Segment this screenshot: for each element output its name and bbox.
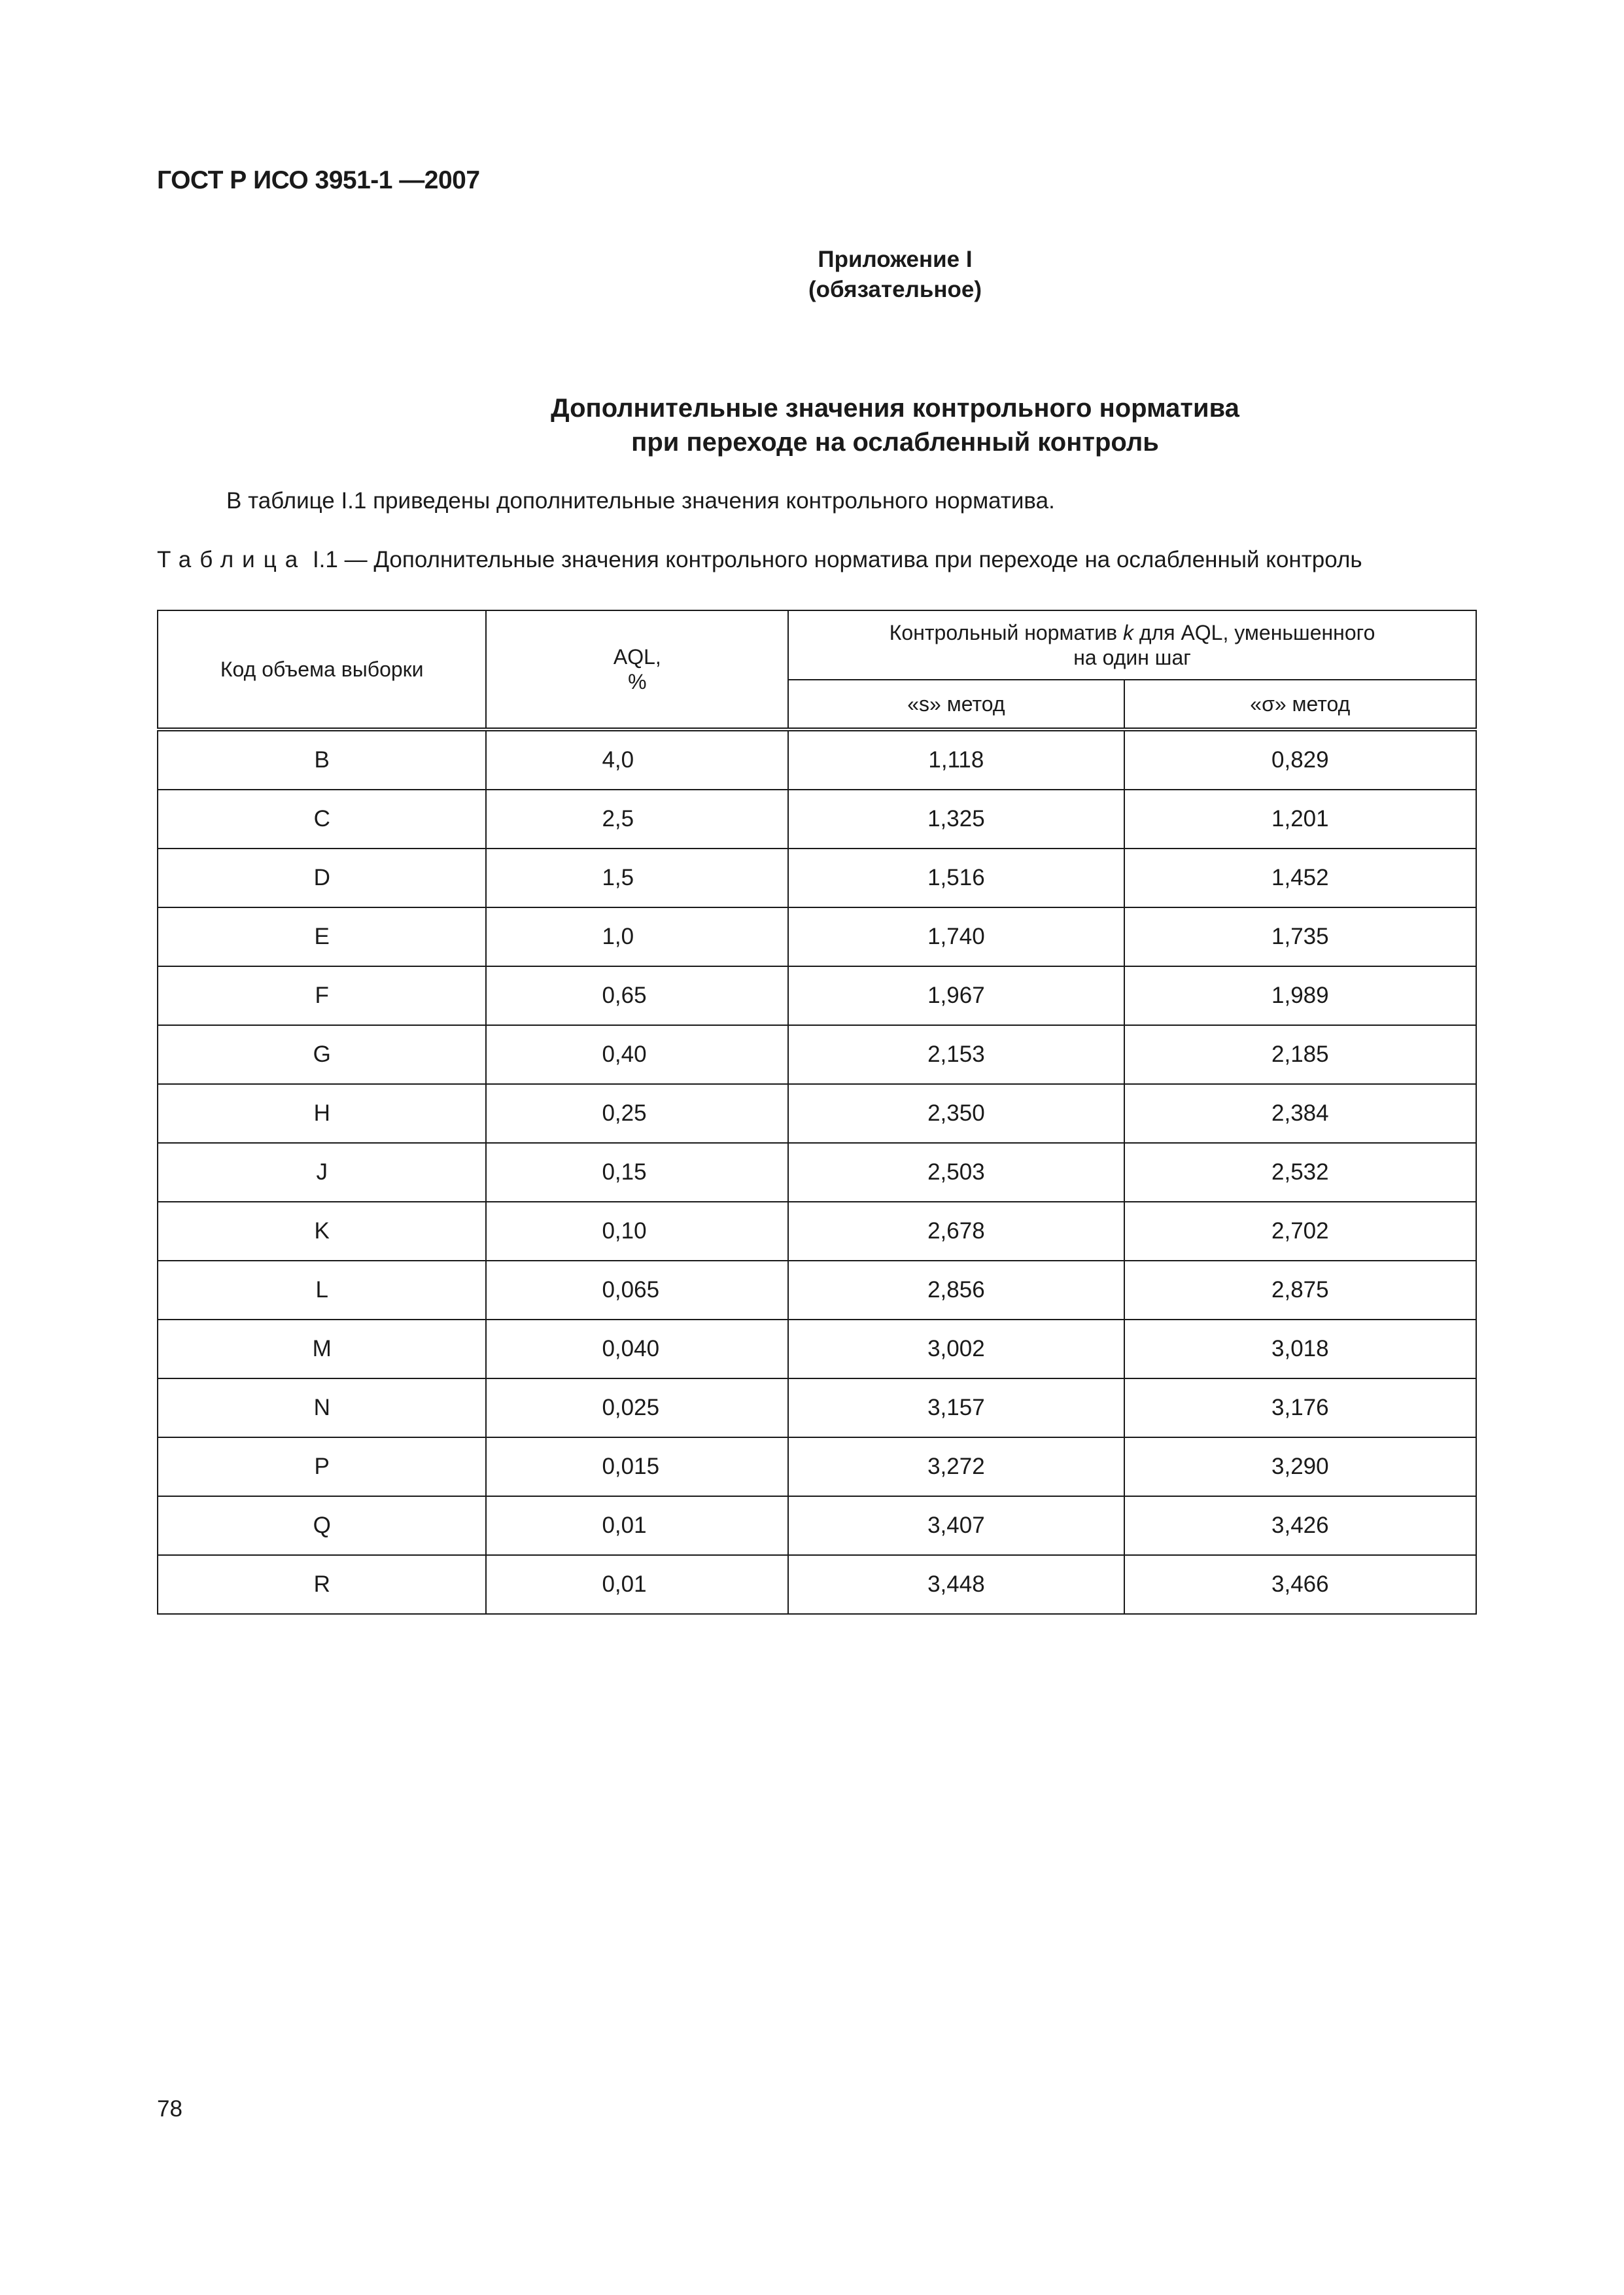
cell-aql: 0,065 — [486, 1261, 788, 1320]
cell-sigma-method: 1,452 — [1124, 849, 1476, 907]
cell-sample-code: B — [158, 729, 486, 790]
cell-sample-code: L — [158, 1261, 486, 1320]
table-row — [158, 907, 1476, 966]
appendix-status: (обязательное) — [808, 277, 982, 302]
header-aql-line1: AQL, — [613, 645, 661, 669]
section-title-line1: Дополнительные значения контрольного норматива — [551, 394, 1239, 423]
table-caption — [157, 547, 1362, 573]
cell-aql: 0,40 — [486, 1025, 788, 1084]
intro-paragraph: В таблице I.1 приведены дополнительные значения контрольного норматива. — [226, 488, 1055, 514]
cell-aql: 0,01 — [486, 1496, 788, 1555]
header-norm-post: для AQL, уменьшенного — [1133, 621, 1375, 644]
cell-sample-code: P — [158, 1437, 486, 1496]
cell-aql: 0,25 — [486, 1084, 788, 1143]
header-sigma-method: «σ» метод — [1124, 680, 1476, 729]
cell-aql: 0,10 — [486, 1202, 788, 1261]
cell-sigma-method: 1,735 — [1124, 907, 1476, 966]
cell-s-method: 2,856 — [788, 1261, 1124, 1320]
cell-s-method: 1,325 — [788, 790, 1124, 849]
cell-s-method: 3,157 — [788, 1378, 1124, 1437]
cell-s-method: 2,153 — [788, 1025, 1124, 1084]
header-s-method: «s» метод — [788, 680, 1124, 729]
table-row — [158, 729, 1476, 790]
cell-s-method: 3,407 — [788, 1496, 1124, 1555]
table-row — [158, 1555, 1476, 1614]
table-row — [158, 1143, 1476, 1202]
cell-aql: 2,5 — [486, 790, 788, 849]
table-row — [158, 1025, 1476, 1084]
cell-aql: 4,0 — [486, 729, 788, 790]
cell-aql: 0,015 — [486, 1437, 788, 1496]
cell-s-method: 2,503 — [788, 1143, 1124, 1202]
table-row — [158, 1084, 1476, 1143]
section-title-line2: при переходе на ослабленный контроль — [631, 428, 1159, 457]
cell-s-method: 1,516 — [788, 849, 1124, 907]
table-body — [158, 729, 1476, 1614]
cell-sigma-method: 1,201 — [1124, 790, 1476, 849]
cell-sigma-method: 2,875 — [1124, 1261, 1476, 1320]
document-header: ГОСТ Р ИСО 3951-1 —2007 — [157, 166, 480, 194]
header-control-norm-line2: на один шаг — [1073, 646, 1191, 669]
table-row — [158, 1496, 1476, 1555]
header-norm-pre: Контрольный норматив — [889, 621, 1123, 644]
table-row — [158, 849, 1476, 907]
table-caption-label: Таблица — [157, 547, 307, 572]
cell-aql: 0,15 — [486, 1143, 788, 1202]
table-row — [158, 966, 1476, 1025]
cell-sample-code: R — [158, 1555, 486, 1614]
cell-s-method: 2,350 — [788, 1084, 1124, 1143]
cell-aql: 0,65 — [486, 966, 788, 1025]
cell-sample-code: N — [158, 1378, 486, 1437]
cell-s-method: 2,678 — [788, 1202, 1124, 1261]
cell-aql: 1,5 — [486, 849, 788, 907]
cell-sigma-method: 3,018 — [1124, 1320, 1476, 1378]
cell-aql: 1,0 — [486, 907, 788, 966]
cell-sigma-method: 3,466 — [1124, 1555, 1476, 1614]
cell-sigma-method: 2,185 — [1124, 1025, 1476, 1084]
cell-sample-code: H — [158, 1084, 486, 1143]
cell-sample-code: G — [158, 1025, 486, 1084]
cell-sigma-method: 1,989 — [1124, 966, 1476, 1025]
cell-sample-code: Q — [158, 1496, 486, 1555]
header-control-norm-line1 — [789, 620, 1476, 645]
cell-sample-code: K — [158, 1202, 486, 1261]
header-aql — [486, 610, 788, 729]
cell-s-method: 1,967 — [788, 966, 1124, 1025]
cell-aql: 0,040 — [486, 1320, 788, 1378]
table-row — [158, 1261, 1476, 1320]
cell-s-method: 1,118 — [788, 729, 1124, 790]
cell-sample-code: E — [158, 907, 486, 966]
table-row — [158, 1202, 1476, 1261]
cell-s-method: 3,002 — [788, 1320, 1124, 1378]
appendix-title: Приложение I — [818, 247, 973, 272]
cell-sample-code: C — [158, 790, 486, 849]
cell-sigma-method: 3,290 — [1124, 1437, 1476, 1496]
header-sample-code: Код объема выборки — [158, 610, 486, 729]
table-row — [158, 1378, 1476, 1437]
cell-sigma-method: 2,702 — [1124, 1202, 1476, 1261]
cell-sigma-method: 3,426 — [1124, 1496, 1476, 1555]
cell-s-method: 1,740 — [788, 907, 1124, 966]
cell-sample-code: M — [158, 1320, 486, 1378]
cell-sample-code: J — [158, 1143, 486, 1202]
control-norm-table — [157, 610, 1477, 1615]
header-aql-line2: % — [628, 670, 647, 693]
page-number: 78 — [157, 2096, 182, 2122]
header-norm-k: k — [1122, 621, 1133, 644]
header-control-norm — [788, 610, 1476, 680]
table-row — [158, 790, 1476, 849]
cell-sigma-method: 2,384 — [1124, 1084, 1476, 1143]
table-row — [158, 1320, 1476, 1378]
cell-sample-code: D — [158, 849, 486, 907]
cell-sigma-method: 3,176 — [1124, 1378, 1476, 1437]
cell-sample-code: F — [158, 966, 486, 1025]
cell-s-method: 3,272 — [788, 1437, 1124, 1496]
cell-sigma-method: 0,829 — [1124, 729, 1476, 790]
cell-s-method: 3,448 — [788, 1555, 1124, 1614]
cell-sigma-method: 2,532 — [1124, 1143, 1476, 1202]
table-row — [158, 1437, 1476, 1496]
table-caption-text: I.1 — Дополнительные значения контрольного норматива при переходе на ослабленный контроль — [306, 547, 1362, 572]
cell-aql: 0,01 — [486, 1555, 788, 1614]
cell-aql: 0,025 — [486, 1378, 788, 1437]
